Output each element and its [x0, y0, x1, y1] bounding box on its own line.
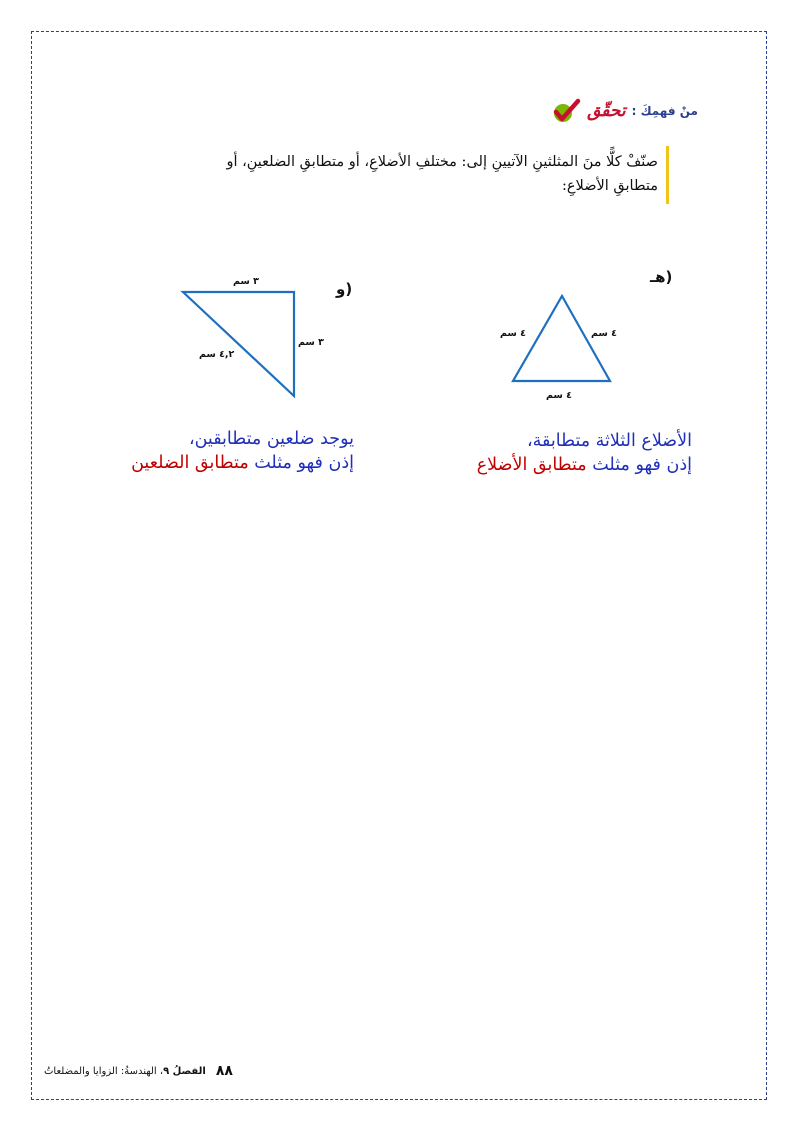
side-label-w-top: ٣ سم [233, 276, 259, 287]
check-title: تحقّق [587, 101, 626, 121]
answer-w-line-1: يوجد ضلعين متطابقين، [188, 429, 354, 449]
instruction-line-1: صنّفْ كلًّا منَ المثلثينِ الآتيينِ إلى: مختلفِ الأضلاعِ، أو متطابقِ الضلعينِ، أو [226, 154, 658, 170]
check-understanding-header [551, 98, 698, 124]
page-number: ٨٨ [215, 1063, 233, 1079]
right-triangle [183, 292, 294, 396]
check-subtitle: منْ فهمِكَ : [631, 104, 698, 118]
footer-title: ، الهندسةُ: الزوايا والمضلعاتُ [44, 1065, 164, 1077]
right-triangle-figure [175, 284, 305, 404]
side-label-w-hypotenuse: ٤,٢ سم [199, 349, 235, 360]
accent-bar [666, 146, 669, 204]
equilateral-triangle-figure [500, 285, 630, 395]
answer-w-result: متطابق الضلعين [131, 453, 249, 473]
side-label-h-right: ٤ سم [591, 328, 617, 339]
answer-h-result: متطابق الأضلاع [476, 455, 587, 475]
answer-h-line-1: الأضلاع الثلاثة متطابقة، [527, 431, 692, 451]
side-label-h-left: ٤ سم [500, 328, 526, 339]
problem-label-w: و) [336, 280, 353, 298]
answer-h [392, 429, 692, 477]
side-label-h-bottom: ٤ سم [546, 390, 572, 401]
instruction-line-2: متطابقِ الأضلاعِ: [562, 178, 658, 194]
answer-w [54, 427, 354, 475]
answer-w-prefix: إذن فهو مثلث [248, 453, 354, 473]
footer-chapter-title [44, 1066, 206, 1077]
problem-label-h: هـ) [650, 268, 673, 286]
checkmark-icon [551, 98, 581, 124]
page-footer [44, 1063, 233, 1079]
side-label-w-right: ٣ سم [298, 337, 324, 348]
answer-h-prefix: إذن فهو مثلث [586, 455, 692, 475]
instruction-text [168, 150, 658, 198]
footer-chapter: الفصلُ ٩ [163, 1065, 206, 1077]
